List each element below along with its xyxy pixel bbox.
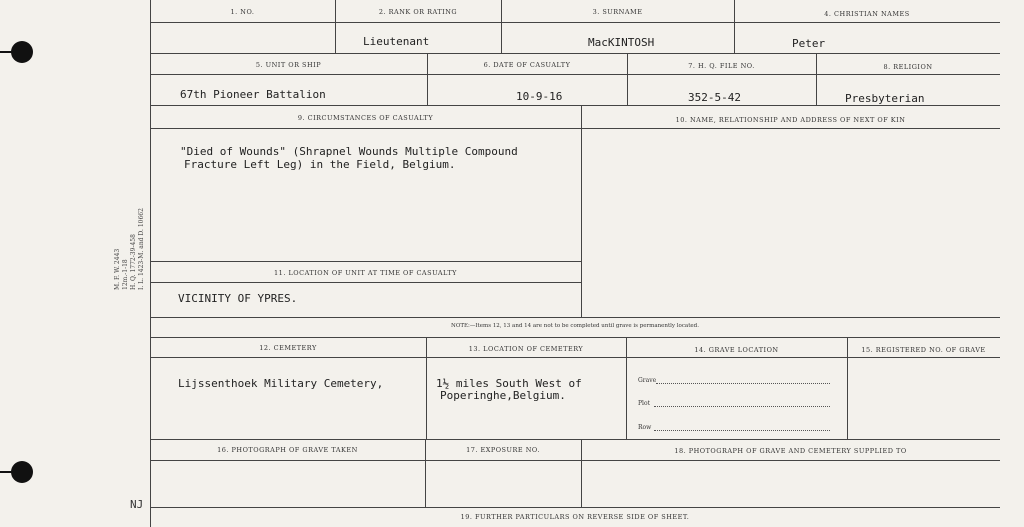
punch-hole-bottom xyxy=(11,461,33,483)
date-value: 10-9-16 xyxy=(516,90,563,103)
cemetery-value: Lijssenthoek Military Cemetery, xyxy=(178,377,384,390)
side-code-3: H. Q. 1772-39-458 xyxy=(130,234,137,290)
exposure-label: 17. EXPOSURE NO. xyxy=(466,446,540,454)
casualty-card xyxy=(150,0,1000,527)
hq-file-label: 7. H. Q. FILE NO. xyxy=(688,62,755,70)
rank-label: 2. RANK OR RATING xyxy=(378,8,458,16)
circumstances-label: 9. CIRCUMSTANCES OF CASUALTY xyxy=(297,114,434,122)
hq-file-value: 352-5-42 xyxy=(688,91,741,104)
grave-location-label: 14. GRAVE LOCATION xyxy=(694,346,779,354)
note-text: NOTE:—Items 12, 13 and 14 are not to be completed until grave is permanently located. xyxy=(451,323,699,329)
photo-supplied-label: 18. PHOTOGRAPH OF GRAVE AND CEMETERY SUPPLIED TO xyxy=(674,447,907,455)
margin-note: NJ xyxy=(130,498,144,511)
christian-names-label: 4. CHRISTIAN NAMES xyxy=(824,10,910,18)
circumstances-line-1: "Died of Wounds" (Shrapnel Wounds Multiple Compound xyxy=(180,145,518,158)
location-of-unit-value: VICINITY OF YPRES. xyxy=(178,292,298,305)
photo-taken-label: 16. PHOTOGRAPH OF GRAVE TAKEN xyxy=(217,446,358,454)
cemetery-location-line-1: 1½ miles South West of xyxy=(436,377,582,390)
location-of-unit-label: 11. LOCATION OF UNIT AT TIME OF CASUALTY xyxy=(274,269,457,277)
religion-label: 8. RELIGION xyxy=(883,63,933,71)
side-code-2: 12m.-1-18 xyxy=(122,259,129,290)
unit-label: 5. UNIT OR SHIP xyxy=(255,61,322,69)
christian-names-value: Peter xyxy=(792,37,826,50)
unit-value: 67th Pioneer Battalion xyxy=(180,88,326,101)
rank-value: Lieutenant xyxy=(363,35,430,48)
further-particulars-label: 19. FURTHER PARTICULARS ON REVERSE SIDE OF SHEET. xyxy=(460,513,690,521)
religion-value: Presbyterian xyxy=(845,92,925,105)
side-code-4: I. L. 1423-M. and D. 10662 xyxy=(138,208,145,290)
registered-no-label: 15. REGISTERED NO. OF GRAVE xyxy=(861,346,986,354)
surname-label: 3. SURNAME xyxy=(592,8,643,16)
grave-label: Grave xyxy=(638,377,657,384)
punch-hole-top xyxy=(11,41,33,63)
date-label: 6. DATE OF CASUALTY xyxy=(483,61,571,69)
surname-value: MacKINTOSH xyxy=(588,36,655,49)
row-label: Row xyxy=(638,424,652,431)
no-label: 1. NO. xyxy=(230,8,255,16)
side-code-1: M. F. W. 2443 xyxy=(114,248,121,290)
circumstances-line-2: Fracture Left Leg) in the Field, Belgium. xyxy=(184,158,456,171)
cemetery-location-label: 13. LOCATION OF CEMETERY xyxy=(468,345,584,353)
cemetery-label: 12. CEMETERY xyxy=(259,344,317,352)
next-of-kin-label: 10. NAME, RELATIONSHIP AND ADDRESS OF NEXT OF KIN xyxy=(675,116,906,124)
plot-label: Plot xyxy=(638,400,650,407)
cemetery-location-line-2: Poperinghe,Belgium. xyxy=(440,389,566,402)
